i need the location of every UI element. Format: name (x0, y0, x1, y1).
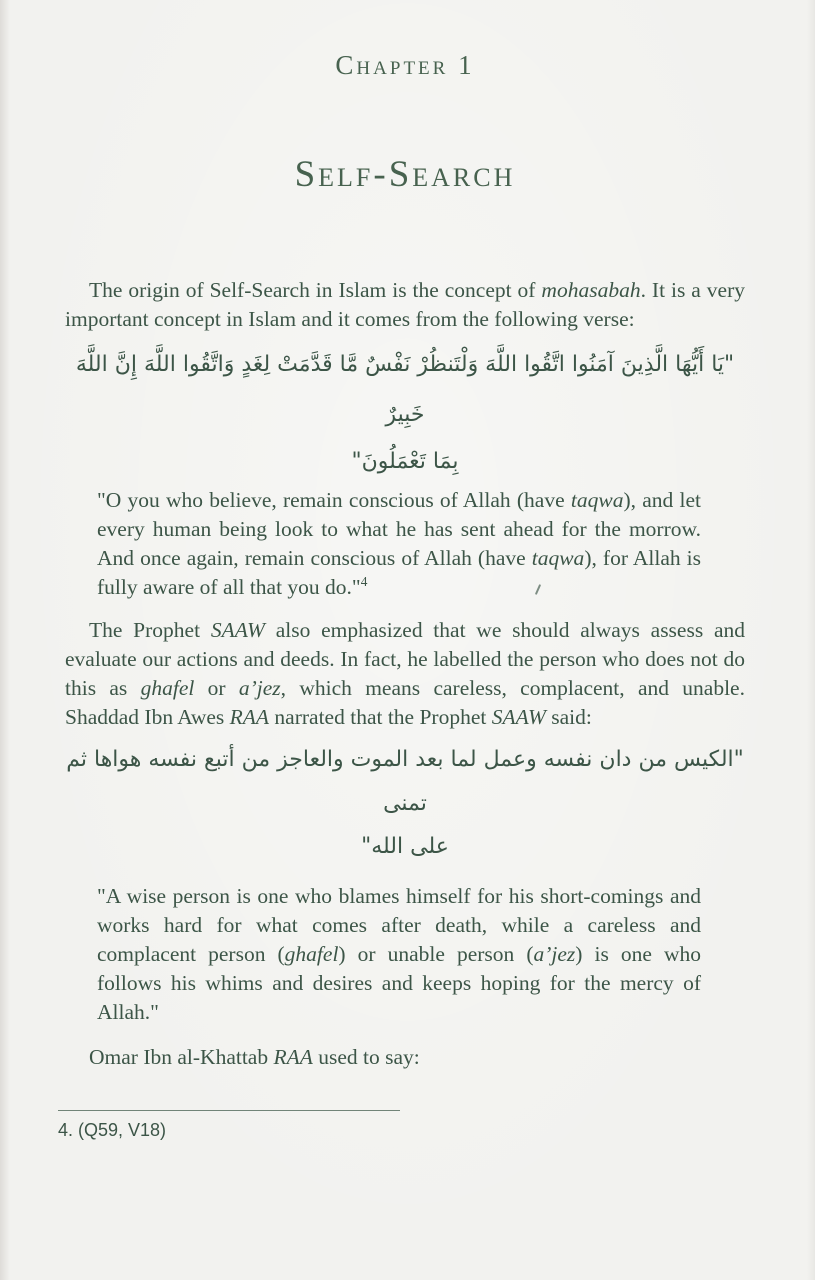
page-title: Self-Search (294, 154, 516, 195)
arabic-hadith-line-1: "الكيس من دان نفسه وعمل لما بعد الموت والعاجز من أتبع نفسه هواها ثم تمنى (66, 747, 744, 816)
arabic-hadith (65, 738, 745, 868)
verse-translation-quote: "O you who believe, remain conscious of Allah (have taqwa), and let every human being look to what he has sent ahead for the morrow. And once again, remain conscious of Allah (have taqwa), for Allah is fully aware of all that you do."$^4$ (97, 488, 702, 599)
footnote-text: 4. (Q59, V18) (58, 1120, 167, 1140)
chapter-heading: Chapter 1 (335, 50, 475, 80)
intro-paragraph: The origin of Self-Search in Islam is the concept of mohasabah. It is a very important concept in Islam and it comes from the following verse: (65, 278, 746, 331)
omar-paragraph: Omar Ibn al-Khattab RAA used to say: (89, 1045, 420, 1069)
hadith-translation-quote: "A wise person is one who blames himself for his short-comings and works hard for what comes after death, while a careless and complacent person (ghafel) or unable person (a’jez) is one who follows his whims and desires and keeps hoping for the mercy of Allah." (97, 884, 701, 1024)
footnote-divider (58, 1110, 400, 1111)
arabic-hadith-line-2: على الله" (361, 834, 449, 859)
footnote (58, 1110, 478, 1141)
arabic-verse (65, 340, 745, 484)
prophet-paragraph: The Prophet SAAW also emphasized that we should always assess and evaluate our actions and deeds. In fact, he labelled the person who does not do this as ghafel or a’jez, which means careless, complacent, and unable. Shaddad Ibn Awes RAA narrated that the Prophet SAAW said: (65, 618, 745, 729)
arabic-verse-line-2: بِمَا تَعْمَلُونَ" (351, 449, 459, 474)
arabic-verse-line-1: "يَا أَيُّهَا الَّذِينَ آمَنُوا اتَّقُوا اللَّهَ وَلْتَنظُرْ نَفْسٌ مَّا قَدَّمَتْ لِغَدٍ وَاتَّقُوا اللَّهَ إِنَّ اللَّهَ خَبِيرٌ (75, 352, 735, 427)
